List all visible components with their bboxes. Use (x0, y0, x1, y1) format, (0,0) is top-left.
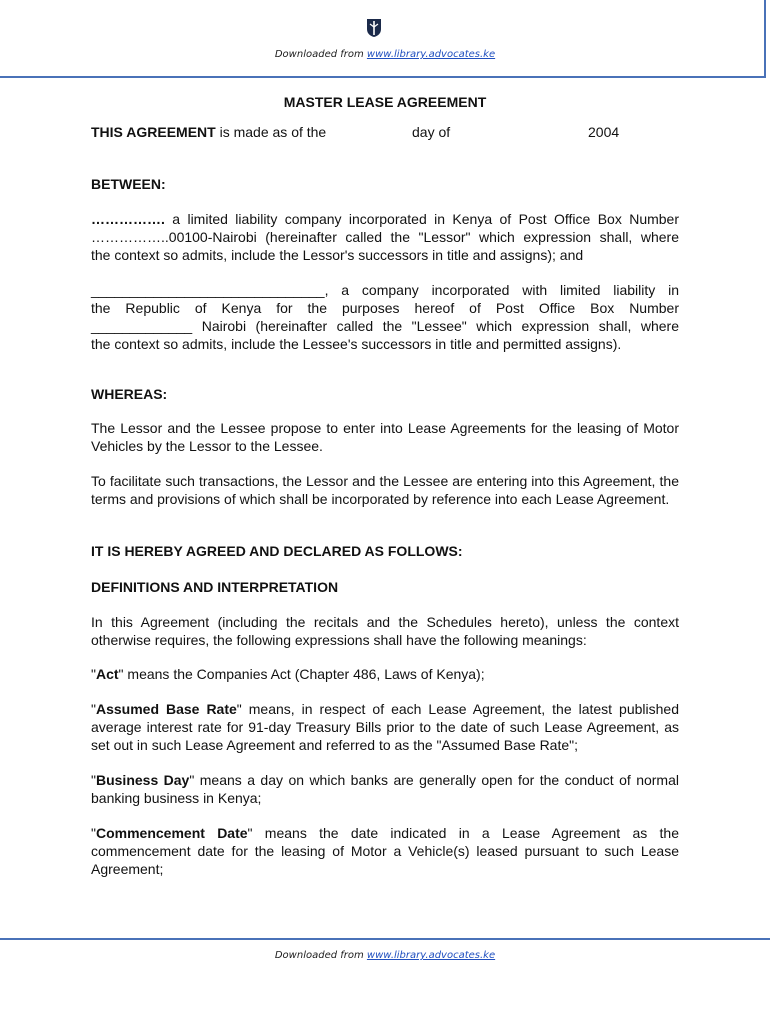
lessee-paragraph (91, 281, 679, 353)
lessee-line-2: the Republic of Kenya for the purposes hereof of Post Office Box Number (91, 300, 679, 316)
definition-open-quote: " (91, 772, 96, 788)
definition-open-quote: " (91, 666, 96, 682)
between-heading: BETWEEN: (91, 176, 166, 192)
intro-day-of: day of (412, 124, 451, 140)
document-body (91, 93, 679, 878)
document-title: MASTER LEASE AGREEMENT (283, 94, 487, 110)
intro-rest: is made as of the (215, 124, 327, 140)
lessee-line-4: the context so admits, include the Lessee's successors in title and permitted assigns). (91, 336, 622, 352)
definitions-heading: DEFINITIONS AND INTERPRETATION (91, 579, 339, 595)
download-source-top (0, 49, 770, 60)
definition-text: " means the date indicated in a Lease Agreement as the commencement date for the leasing of Motor a Vehicle(s) leased pursuant to such Lease Agreement; (91, 825, 679, 877)
lessor-dots: ……………. (91, 211, 165, 227)
intro-bold: THIS AGREEMENT (91, 124, 216, 140)
whereas-paragraph-1: The Lessor and the Lessee propose to enter into Lease Agreements for the leasing of Motor Vehicles by the Lessor to the Lessee. (91, 420, 679, 454)
lessee-line-3: _____________ Nairobi (hereinafter called the "Lessee" which expression shall, where (91, 318, 679, 334)
definition-commencement-date (91, 824, 679, 878)
intro-text (91, 123, 326, 141)
page-header (0, 0, 766, 78)
definition-text: " means, in respect of each Lease Agreement, the latest published average interest rate for 91-day Treasury Bills prior to the date of such Lease Agreement, as set out in such Lease Agreement and referred to as the "Assumed Base Rate"; (91, 701, 679, 753)
definition-open-quote: " (91, 825, 96, 841)
definition-term: Assumed Base Rate (95, 701, 237, 717)
definition-text: " means the Companies Act (Chapter 486, Laws of Kenya); (118, 666, 485, 682)
definition-assumed-base-rate (91, 700, 679, 754)
lessor-line-2: ……………..00100-Nairobi (hereinafter called the "Lessor" which expression shall, where (91, 229, 679, 245)
advocates-logo-icon (366, 18, 382, 38)
definition-term: Business Day (95, 772, 190, 788)
agreement-intro (91, 123, 679, 141)
download-source-bottom (0, 950, 770, 961)
definition-open-quote: " (91, 701, 96, 717)
lessor-paragraph (91, 210, 679, 264)
download-link-top[interactable]: www.library.advocates.ke (366, 49, 496, 60)
intro-year: 2004 (588, 124, 620, 140)
lessor-line-1 (91, 210, 679, 228)
lessor-line-1-text: a limited liability company incorporated in Kenya of Post Office Box Number (164, 211, 679, 227)
lessee-line-1: ______________________________, a company incorporated with limited liability in (91, 282, 679, 298)
definition-text: " means a day on which banks are generally open for the conduct of normal banking business in Kenya; (91, 772, 679, 806)
footer-divider (0, 938, 770, 940)
download-prefix: Downloaded from (274, 950, 367, 961)
whereas-heading: WHEREAS: (91, 386, 168, 402)
download-link-bottom[interactable]: www.library.advocates.ke (366, 950, 496, 961)
definition-term: Act (95, 666, 119, 682)
definitions-intro: In this Agreement (including the recitals and the Schedules hereto), unless the context otherwise requires, the following expressions shall have the following meanings: (91, 614, 679, 648)
definition-term: Commencement Date (95, 825, 248, 841)
definition-act (91, 665, 679, 683)
agreed-heading: IT IS HEREBY AGREED AND DECLARED AS FOLLOWS: (91, 543, 463, 559)
download-prefix: Downloaded from (274, 49, 367, 60)
definition-business-day (91, 771, 679, 807)
lessor-line-3: the context so admits, include the Lessor's successors in title and assigns); and (91, 247, 584, 263)
whereas-paragraph-2: To facilitate such transactions, the Lessor and the Lessee are entering into this Agreement, the terms and provisions of which shall be incorporated by reference into each Lease Agreement. (91, 473, 679, 507)
